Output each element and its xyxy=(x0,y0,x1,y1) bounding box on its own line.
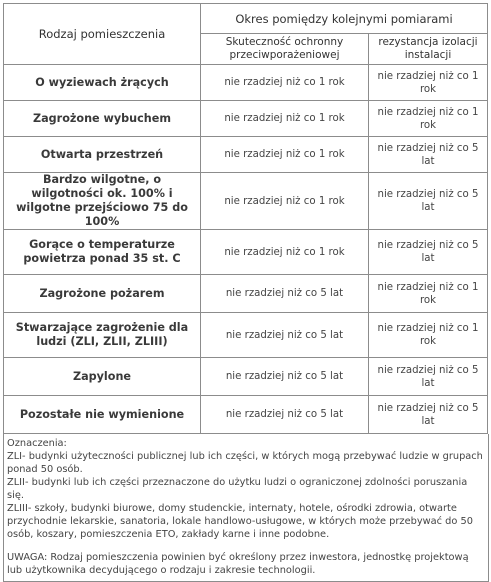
insulation-interval-cell: nie rzadziej niż co 5 lat xyxy=(369,230,488,275)
room-type-cell: Zapylone xyxy=(4,358,201,396)
header-interval: Okres pomiędzy kolejnymi pomiarami xyxy=(201,4,488,34)
table-row xyxy=(4,358,488,396)
table-row xyxy=(4,137,488,173)
insulation-interval-cell: nie rzadziej niż co 1 rok xyxy=(369,101,488,137)
table-row xyxy=(4,313,488,358)
insulation-interval-cell: nie rzadziej niż co 5 lat xyxy=(369,173,488,230)
protection-interval-cell: nie rzadziej niż co 1 rok xyxy=(201,65,369,101)
note-zlii: ZLII- budynki lub ich części przeznaczone do użytku ludzi o ograniczonej zdolności poruszania się. xyxy=(7,477,468,501)
notes-title: Oznaczenia: xyxy=(7,438,67,449)
header-protection: Skuteczność ochronny przeciwporażeniowej xyxy=(201,34,369,65)
table-row xyxy=(4,65,488,101)
insulation-interval-cell: nie rzadziej niż co 5 lat xyxy=(369,358,488,396)
insulation-interval-cell: nie rzadziej niż co 5 lat xyxy=(369,137,488,173)
insulation-interval-cell: nie rzadziej niż co 1 rok xyxy=(369,65,488,101)
note-zli: ZLI- budynki użyteczności publicznej lub ich części, w których mogą przebywać ludzie w grupach ponad 50 osób. xyxy=(7,451,483,475)
protection-interval-cell: nie rzadziej niż co 1 rok xyxy=(201,173,369,230)
room-type-cell: Bardzo wilgotne, o wilgotności ok. 100% i wilgotne przejściowo 75 do 100% xyxy=(4,173,201,230)
table-row xyxy=(4,230,488,275)
insulation-interval-cell: nie rzadziej niż co 1 rok xyxy=(369,275,488,313)
table-row xyxy=(4,101,488,137)
header-row-top xyxy=(4,4,488,34)
table-row xyxy=(4,275,488,313)
protection-interval-cell: nie rzadziej niż co 5 lat xyxy=(201,396,369,434)
room-type-cell: Gorące o temperaturze powietrza ponad 35 st. C xyxy=(4,230,201,275)
protection-interval-cell: nie rzadziej niż co 1 rok xyxy=(201,230,369,275)
note-zliii: ZLIII- szkoły, budynki biurowe, domy studenckie, internaty, hotele, ośrodki zdrowia, otwarte przychodnie lekarskie, sanatoria, lokale handlowo-usługowe, w których może przebywać do 50 osób, koszary, pomieszczenia ETO, zakłady karne i inne podobne. xyxy=(7,503,473,540)
insulation-interval-cell: nie rzadziej niż co 5 lat xyxy=(369,396,488,434)
room-type-cell: O wyziewach żrących xyxy=(4,65,201,101)
protection-interval-cell: nie rzadziej niż co 5 lat xyxy=(201,275,369,313)
protection-interval-cell: nie rzadziej niż co 1 rok xyxy=(201,101,369,137)
header-insulation: rezystancja izolacji instalacji xyxy=(369,34,488,65)
header-room-type: Rodzaj pomieszczenia xyxy=(4,4,201,65)
protection-interval-cell: nie rzadziej niż co 5 lat xyxy=(201,313,369,358)
protection-interval-cell: nie rzadziej niż co 5 lat xyxy=(201,358,369,396)
room-type-cell: Zagrożone wybuchem xyxy=(4,101,201,137)
table-row xyxy=(4,173,488,230)
inspection-interval-table xyxy=(3,3,488,434)
table-row xyxy=(4,396,488,434)
room-type-cell: Stwarzające zagrożenie dla ludzi (ZLI, ZLII, ZLIII) xyxy=(4,313,201,358)
room-type-cell: Otwarta przestrzeń xyxy=(4,137,201,173)
room-type-cell: Pozostałe nie wymienione xyxy=(4,396,201,434)
notes-box xyxy=(3,434,489,582)
note-warning: UWAGA: Rodzaj pomieszczenia powinien być określony przez inwestora, jednostkę projektową lub użytkownika decydującego o rodzaju i zakresie technologii. xyxy=(7,552,469,576)
document xyxy=(3,3,487,582)
insulation-interval-cell: nie rzadziej niż co 1 rok xyxy=(369,313,488,358)
notes-spacer xyxy=(7,541,485,551)
protection-interval-cell: nie rzadziej niż co 1 rok xyxy=(201,137,369,173)
room-type-cell: Zagrożone pożarem xyxy=(4,275,201,313)
